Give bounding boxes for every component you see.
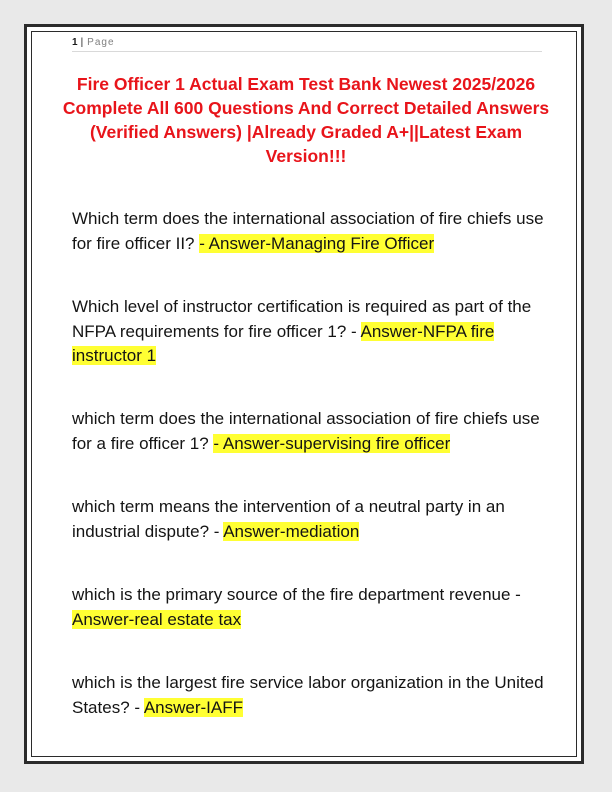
answer-prefix: -: [213, 521, 224, 541]
page-label: Page: [87, 37, 115, 48]
answer-highlight: Answer-NFPA fire instructor 1: [72, 321, 495, 365]
answer-prefix: -: [351, 321, 361, 341]
answer-prefix: -: [134, 697, 144, 717]
question-text: Which level of instructor certification is required as part of the NFPA requirements for fire officer 1?: [72, 297, 532, 341]
answer-highlight: - Answer-Managing Fire Officer: [199, 233, 435, 253]
page-number: 1: [72, 37, 78, 48]
qa-item: [72, 583, 548, 632]
question-text: which term does the international association of fire chiefs use for a fire officer 1?: [72, 409, 540, 453]
answer-highlight: Answer-IAFF: [143, 697, 244, 717]
qa-item: [72, 295, 548, 369]
question-text: which term means the intervention of a neutral party in an industrial dispute?: [72, 497, 505, 541]
answer-highlight: - Answer-supervising fire officer: [213, 433, 451, 453]
question-text: which is the primary source of the fire department revenue: [72, 585, 516, 604]
page-separator: |: [80, 37, 85, 48]
question-text: Which term does the international association of fire chiefs use for fire officer II?: [72, 209, 544, 253]
answer-highlight: Answer-mediation: [223, 521, 360, 541]
qa-item: [72, 495, 548, 544]
answer-prefix: -: [515, 585, 521, 604]
question-text: which is the largest fire service labor organization in the United States?: [72, 673, 544, 717]
qa-item: [72, 671, 548, 720]
document-title: Fire Officer 1 Actual Exam Test Bank Newest 2025/2026 Complete All 600 Questions And Correct Detailed Answers (Verified Answers) |Already Graded A+||Latest Exam Version!!!: [62, 74, 550, 166]
qa-item: [72, 207, 548, 256]
answer-highlight: Answer-real estate tax: [72, 609, 242, 629]
qa-item: [72, 407, 548, 456]
page-header: [72, 37, 542, 52]
